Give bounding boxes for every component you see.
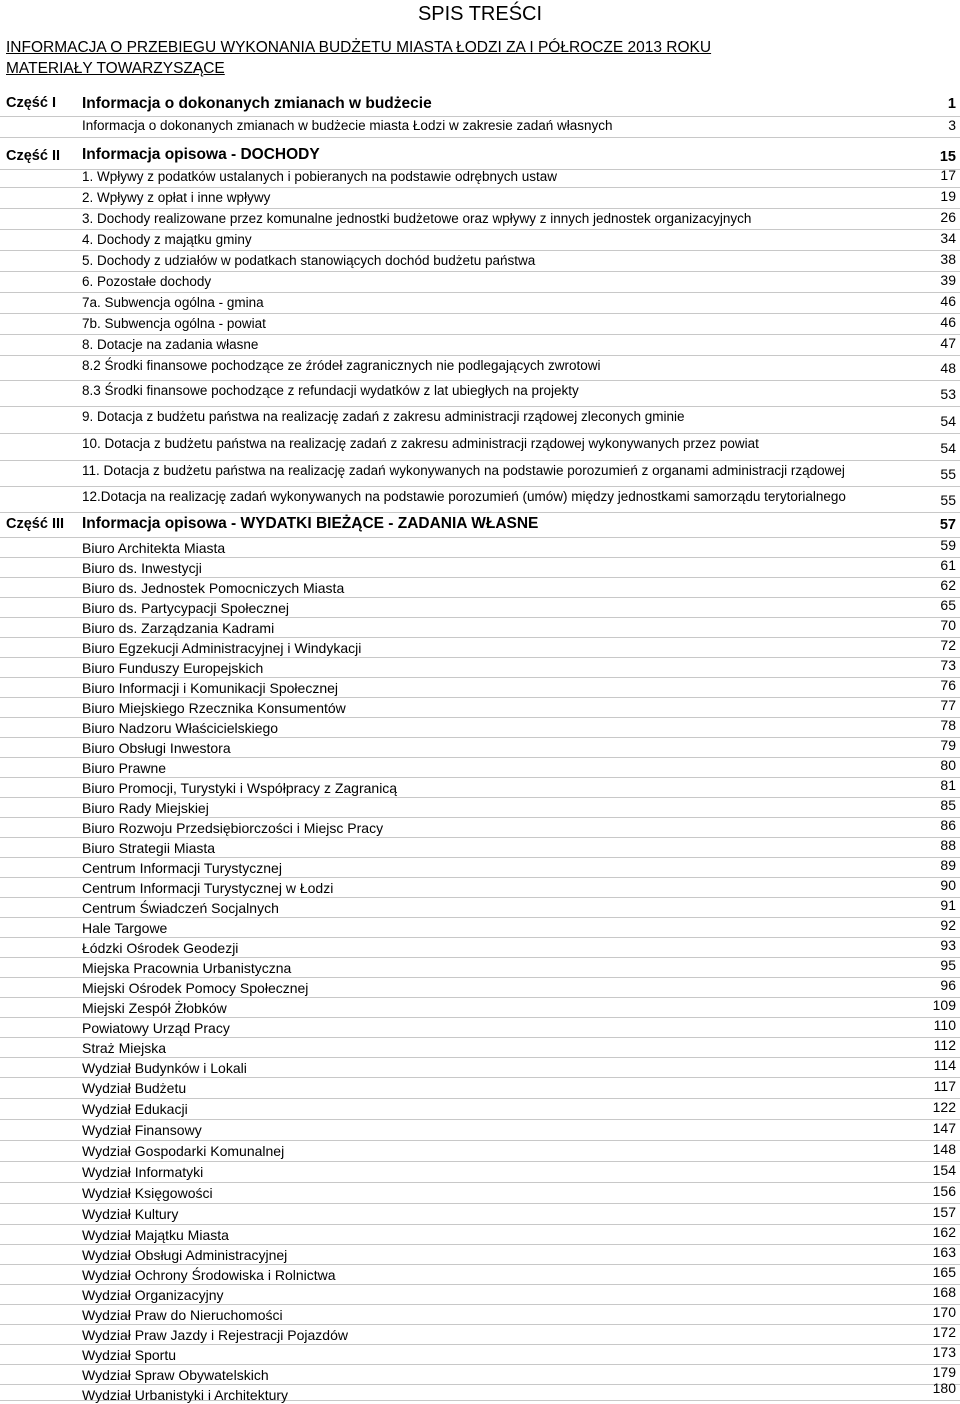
toc-entry-title: 8.3 Środki finansowe pochodzące z refundacji wydatków z lat ubiegłych na projekty [82, 383, 579, 398]
toc-page-number: 148 [932, 1141, 956, 1157]
toc-page-number: 179 [932, 1364, 956, 1380]
toc-entry-title: Biuro Architekta Miasta [82, 540, 226, 556]
toc-entry-title: 10. Dotacja z budżetu państwa na realizację zadań z zakresu administracji rządowej wykonywanych przez powiat [82, 436, 759, 451]
toc-entry-title: Biuro ds. Jednostek Pomocniczych Miasta [82, 580, 345, 596]
toc-page-number: 162 [932, 1224, 956, 1240]
toc-page-number: 173 [932, 1344, 956, 1360]
toc-row [0, 937, 960, 958]
toc-row [0, 229, 960, 251]
toc-row [0, 292, 960, 314]
toc-entry-title: Wydział Edukacji [82, 1101, 188, 1117]
toc-entry-title: Biuro Rady Miejskiej [82, 800, 209, 816]
toc-page-number: 48 [940, 360, 956, 376]
toc-page-number: 110 [933, 1017, 956, 1033]
toc-entry-title: Informacja o dokonanych zmianach w budżecie [82, 95, 432, 112]
toc-entry-title: Wydział Obsługi Administracyjnej [82, 1247, 288, 1263]
toc-page-number: 109 [932, 997, 956, 1013]
toc-page-number: 154 [932, 1162, 956, 1178]
toc-page-number: 93 [940, 937, 956, 953]
toc-entry-title: Wydział Organizacyjny [82, 1287, 224, 1303]
toc-row [0, 637, 960, 658]
toc-page-number: 65 [940, 597, 956, 613]
toc-entry-title: Biuro Nadzoru Właścicielskiego [82, 720, 279, 736]
toc-page-number: 95 [940, 957, 956, 973]
toc-row [0, 677, 960, 698]
toc-page-number: 55 [940, 492, 956, 508]
toc-row [0, 115, 960, 138]
toc-page-number: 62 [940, 577, 956, 593]
toc-page-number: 88 [940, 837, 956, 853]
toc-entry-title: Wydział Urbanistyki i Architektury [82, 1387, 289, 1403]
toc-page-number: 59 [940, 537, 956, 553]
toc-row [0, 1057, 960, 1078]
toc-row [0, 1077, 960, 1099]
toc-row [0, 486, 960, 513]
document-title: SPIS TREŚCI [417, 3, 543, 25]
document-subtitle-line-1: INFORMACJA O PRZEBIEGU WYKONANIA BUDŻETU MIASTA ŁODZI ZA I PÓŁROCZE 2013 ROKU [6, 39, 712, 56]
toc-page-number: 92 [940, 917, 956, 933]
toc-row [0, 208, 960, 230]
toc-page-number: 168 [932, 1284, 956, 1300]
toc-entry-title: Łódzki Ośrodek Geodezji [82, 940, 239, 956]
toc-page-number: 172 [932, 1324, 956, 1340]
toc-entry-title: Biuro Obsługi Inwestora [82, 740, 231, 756]
toc-entry-title: Biuro Promocji, Turystyki i Współpracy z Zagranicą [82, 780, 398, 796]
toc-row [0, 757, 960, 778]
toc-entry-title: Wydział Praw do Nieruchomości [82, 1307, 283, 1323]
toc-row [0, 657, 960, 678]
toc-page-number: 77 [940, 697, 956, 713]
toc-entry-title: 12.Dotacja na realizację zadań wykonywanych na podstawie porozumień (umów) między jednostkami samorządu terytorialnego [82, 489, 846, 504]
toc-row [0, 355, 960, 381]
toc-entry-title: 5. Dochody z udziałów w podatkach stanowiących dochód budżetu państwa [82, 253, 536, 268]
toc-page-number: 76 [940, 677, 956, 693]
toc-entry-title: 8.2 Środki finansowe pochodzące ze źródeł zagranicznych nie podlegających zwrotowi [82, 358, 601, 373]
toc-page-number: 61 [940, 557, 956, 573]
toc-entry-title: Wydział Gospodarki Komunalnej [82, 1143, 285, 1159]
toc-page-number: 34 [940, 230, 956, 246]
toc-entry-title: Wydział Finansowy [82, 1122, 202, 1138]
toc-row [0, 1324, 960, 1345]
toc-row [0, 817, 960, 838]
toc-row [0, 797, 960, 818]
toc-entry-title: Wydział Majątku Miasta [82, 1227, 229, 1243]
toc-page-number: 89 [940, 857, 956, 873]
toc-row [0, 857, 960, 878]
toc-row [0, 250, 960, 272]
toc-page-number: 156 [932, 1183, 956, 1199]
toc-entry-title: Centrum Informacji Turystycznej [82, 860, 282, 876]
toc-entry-title: Miejska Pracownia Urbanistyczna [82, 960, 292, 976]
toc-entry-title: 8. Dotacje na zadania własne [82, 337, 259, 352]
toc-entry-title: Informacja opisowa - DOCHODY [82, 146, 320, 163]
toc-entry-title: 2. Wpływy z opłat i inne wpływy [82, 190, 271, 205]
toc-entry-title: 1. Wpływy z podatków ustalanych i pobieranych na podstawie odrębnych ustaw [82, 169, 558, 184]
toc-entry-title: Miejski Ośrodek Pomocy Społecznej [82, 980, 309, 996]
toc-row [0, 433, 960, 461]
toc-row [0, 166, 960, 188]
toc-page-number: 147 [932, 1120, 956, 1136]
document-subtitle-line-2: MATERIAŁY TOWARZYSZĄCE [6, 60, 225, 77]
toc-entry-title: 11. Dotacja z budżetu państwa na realizację zadań wykonywanych na podstawie porozumień z organami administracji rządowej [82, 463, 845, 478]
toc-page-number: 17 [940, 167, 956, 183]
toc-page-number: 15 [939, 149, 956, 165]
toc-entry-title: Wydział Ochrony Środowiska i Rolnictwa [82, 1267, 336, 1283]
toc-page-number: 157 [932, 1204, 956, 1220]
toc-entry-title: Biuro ds. Partycypacji Społecznej [82, 600, 289, 616]
toc-page-number: 53 [940, 386, 956, 402]
toc-page-number: 46 [940, 314, 956, 330]
toc-entry-title: Powiatowy Urząd Pracy [82, 1020, 230, 1036]
toc-row [0, 957, 960, 978]
toc-row [0, 187, 960, 209]
toc-row [0, 1344, 960, 1365]
toc-page-number: 1 [947, 96, 956, 112]
toc-row [0, 597, 960, 618]
toc-page-number: 73 [940, 657, 956, 673]
toc-page-number: 170 [932, 1304, 956, 1320]
toc-row [0, 617, 960, 638]
toc-page-number: 70 [940, 617, 956, 633]
toc-row [0, 380, 960, 407]
toc-row [0, 1037, 960, 1058]
toc-row [0, 537, 960, 558]
toc-page-number: 90 [940, 877, 956, 893]
toc-row [0, 837, 960, 858]
toc-entry-title: Hale Targowe [82, 920, 168, 936]
toc-row [0, 1224, 960, 1245]
toc-entry-title: Informacja opisowa - WYDATKI BIEŻĄCE - ZADANIA WŁASNE [82, 515, 539, 532]
toc-row [0, 460, 960, 487]
toc-part-label: Część II [6, 148, 60, 164]
toc-row [0, 271, 960, 293]
toc-row [0, 1098, 960, 1120]
toc-entry-title: Biuro Prawne [82, 760, 167, 776]
toc-page-number: 3 [948, 117, 956, 133]
toc-page-number: 96 [940, 977, 956, 993]
toc-entry-title: 4. Dochody z majątku gminy [82, 232, 252, 247]
toc-row [0, 997, 960, 1018]
toc-page-number: 80 [940, 757, 956, 773]
toc-row [0, 406, 960, 434]
toc-entry-title: Wydział Praw Jazdy i Rejestracji Pojazdów [82, 1327, 348, 1343]
toc-page-number: 54 [940, 413, 956, 429]
toc-page-number: 91 [940, 897, 956, 913]
toc-row [0, 313, 960, 335]
toc-row [0, 697, 960, 718]
toc-entry-title: Wydział Księgowości [82, 1185, 213, 1201]
toc-page-number: 54 [940, 440, 956, 456]
toc-row [0, 1284, 960, 1305]
toc-row [0, 1140, 960, 1162]
toc-row [0, 1304, 960, 1325]
toc-entry-title: Wydział Spraw Obywatelskich [82, 1367, 269, 1383]
toc-entry-title: 9. Dotacja z budżetu państwa na realizację zadań z zakresu administracji rządowej zleconych gminie [82, 409, 685, 424]
toc-entry-title: Biuro Rozwoju Przedsiębiorczości i Miejsc Pracy [82, 820, 384, 836]
toc-entry-title: Biuro Strategii Miasta [82, 840, 216, 856]
toc-entry-title: Biuro Funduszy Europejskich [82, 660, 264, 676]
toc-row [0, 577, 960, 598]
toc-entry-title: 6. Pozostałe dochody [82, 274, 212, 289]
toc-page-number: 79 [940, 737, 956, 753]
toc-row [0, 1161, 960, 1183]
toc-section-row [0, 514, 960, 538]
toc-entry-title: Biuro ds. Inwestycji [82, 560, 202, 576]
toc-page-number: 112 [933, 1037, 956, 1053]
toc-row [0, 1203, 960, 1225]
toc-part-label: Część I [6, 95, 56, 111]
toc-entry-title: Wydział Kultury [82, 1206, 179, 1222]
toc-entry-title: 3. Dochody realizowane przez komunalne jednostki budżetowe oraz wpływy z innych jednostek organizacyjnych [82, 211, 752, 226]
toc-row [0, 877, 960, 898]
toc-page-number: 47 [940, 335, 956, 351]
toc-page-number: 38 [940, 251, 956, 267]
toc-page-number: 19 [940, 188, 956, 204]
toc-row [0, 897, 960, 918]
toc-row [0, 1380, 960, 1403]
toc-row [0, 777, 960, 798]
toc-section-row [0, 94, 960, 117]
toc-page-number: 39 [940, 272, 956, 288]
toc-entry-title: Biuro Miejskiego Rzecznika Konsumentów [82, 700, 346, 716]
toc-page-number: 55 [940, 466, 956, 482]
toc-page-number: 163 [932, 1244, 956, 1260]
toc-entry-title: Biuro ds. Zarządzania Kadrami [82, 620, 275, 636]
toc-row [0, 1364, 960, 1385]
toc-row [0, 557, 960, 578]
toc-page-number: 57 [939, 517, 956, 533]
toc-row [0, 737, 960, 758]
toc-page-number: 72 [940, 637, 956, 653]
toc-row [0, 1017, 960, 1038]
toc-entry-title: Wydział Informatyki [82, 1164, 204, 1180]
toc-entry-title: Miejski Zespół Żłobków [82, 1000, 227, 1016]
toc-entry-title: 7a. Subwencja ogólna - gmina [82, 295, 264, 310]
toc-entry-title: Centrum Informacji Turystycznej w Łodzi [82, 880, 334, 896]
toc-entry-title: Wydział Budynków i Lokali [82, 1060, 247, 1076]
toc-page-number: 122 [932, 1099, 956, 1115]
toc-entry-title: Wydział Sportu [82, 1347, 177, 1363]
toc-page-number: 117 [933, 1078, 956, 1094]
toc-entry-title: Centrum Świadczeń Socjalnych [82, 900, 279, 916]
toc-row [0, 717, 960, 738]
toc-page-number: 78 [940, 717, 956, 733]
toc-row [0, 1182, 960, 1204]
toc-row [0, 1264, 960, 1285]
toc-page-number: 26 [940, 209, 956, 225]
toc-page-number: 46 [940, 293, 956, 309]
toc-page-number: 180 [932, 1380, 956, 1396]
toc-entry-title: Informacja o dokonanych zmianach w budżecie miasta Łodzi w zakresie zadań własnych [82, 118, 613, 133]
toc-page-number: 114 [933, 1057, 956, 1073]
toc-row [0, 334, 960, 356]
toc-page-number: 165 [932, 1264, 956, 1280]
toc-entry-title: Wydział Budżetu [82, 1080, 187, 1096]
toc-row [0, 977, 960, 998]
toc-part-label: Część III [6, 516, 65, 532]
toc-page-number: 85 [940, 797, 956, 813]
toc-entry-title: 7b. Subwencja ogólna - powiat [82, 316, 266, 331]
toc-row [0, 1244, 960, 1265]
toc-page-number: 86 [940, 817, 956, 833]
toc-row [0, 1119, 960, 1141]
toc-entry-title: Straż Miejska [82, 1040, 167, 1056]
toc-page-number: 81 [940, 777, 956, 793]
toc-row [0, 917, 960, 938]
toc-entry-title: Biuro Informacji i Komunikacji Społecznej [82, 680, 338, 696]
toc-entry-title: Biuro Egzekucji Administracyjnej i Windykacji [82, 640, 362, 656]
